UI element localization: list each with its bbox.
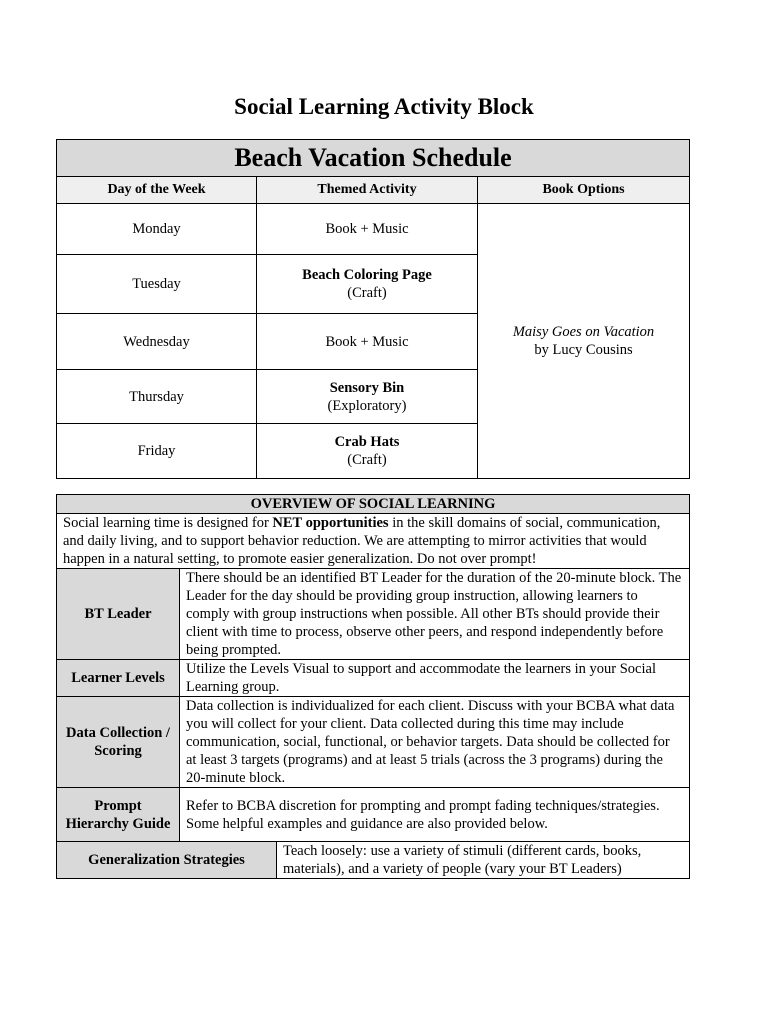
activity-name: Book + Music: [325, 333, 409, 350]
activity-name: Book + Music: [325, 221, 409, 237]
section-text: Refer to BCBA discretion for prompting and prompt fading techniques/strategies. Some helpful examples and guidance are also provided below.: [180, 788, 690, 842]
activity-name: Sensory Bin: [329, 379, 405, 396]
day-cell: Friday: [57, 424, 257, 479]
activity-type: (Craft): [347, 285, 387, 301]
column-header-book: Book Options: [478, 177, 690, 204]
activity-type: (Exploratory): [327, 397, 407, 414]
book-author: by Lucy Cousins: [534, 342, 633, 358]
activity-type: (Craft): [347, 452, 387, 468]
intro-text-start: Social learning time is designed for: [63, 515, 273, 531]
activity-cell: [257, 424, 478, 479]
section-text: Teach loosely: use a variety of stimuli (different cards, books, materials), and a variety of people (vary your BT Leaders): [277, 842, 690, 879]
activity-cell: [257, 204, 478, 255]
intro-text-bold: NET opportunities: [272, 515, 389, 531]
day-cell: Thursday: [57, 370, 257, 424]
activity-cell: [257, 370, 478, 424]
schedule-title: Beach Vacation Schedule: [57, 140, 690, 177]
section-text: Utilize the Levels Visual to support and accommodate the learners in your Social Learning group.: [180, 660, 690, 697]
section-text: There should be an identified BT Leader for the duration of the 20-minute block. The Leader for the day should be providing group instruction, allowing learners to comply with group instructions when possible. All other BTs should provide their client with time to process, observe other peers, and respond independently before being prompted.: [180, 569, 690, 660]
overview-row-data-collection: [57, 697, 690, 788]
overview-row-generalization: [57, 842, 690, 879]
day-cell: Monday: [57, 204, 257, 255]
column-header-day: Day of the Week: [57, 177, 257, 204]
activity-cell: [257, 255, 478, 314]
overview-row-learner-levels: [57, 660, 690, 697]
overview-table: [56, 494, 690, 879]
activity-name: Beach Coloring Page: [302, 267, 432, 283]
section-label: Generalization Strategies: [57, 842, 277, 879]
overview-heading: OVERVIEW OF SOCIAL LEARNING: [57, 495, 690, 514]
section-label: Data Collection / Scoring: [57, 697, 180, 788]
book-title: Maisy Goes on Vacation: [512, 324, 655, 340]
section-label: Learner Levels: [57, 660, 180, 697]
column-header-activity: Themed Activity: [257, 177, 478, 204]
overview-row-prompt-hierarchy: [57, 788, 690, 842]
section-label: Prompt Hierarchy Guide: [57, 788, 180, 842]
day-cell: Tuesday: [57, 255, 257, 314]
page-title: Social Learning Activity Block: [234, 94, 534, 119]
overview-row-bt-leader: [57, 569, 690, 660]
activity-cell: [257, 314, 478, 370]
book-options-cell: [478, 204, 690, 479]
overview-intro: [57, 514, 690, 569]
day-cell: Wednesday: [57, 314, 257, 370]
section-text: Data collection is individualized for each client. Discuss with your BCBA what data you will collect for your client. Data collected during this time may include communication, social, functional, or behavior targets. Data should be collected for at least 3 targets (programs) and at least 5 trials (across the 3 programs) during the 20-minute block.: [180, 697, 690, 788]
table-row: [57, 204, 690, 255]
intro-text-end: in the skill domains of social, communication, and daily living, and to support behavior reduction. We are attempting to mirror activities that would happen in a natural setting, to promote easier generalization. Do not over prompt!: [63, 515, 661, 567]
activity-name: Crab Hats: [334, 434, 400, 450]
schedule-table: [56, 139, 690, 479]
section-label: BT Leader: [57, 569, 180, 660]
